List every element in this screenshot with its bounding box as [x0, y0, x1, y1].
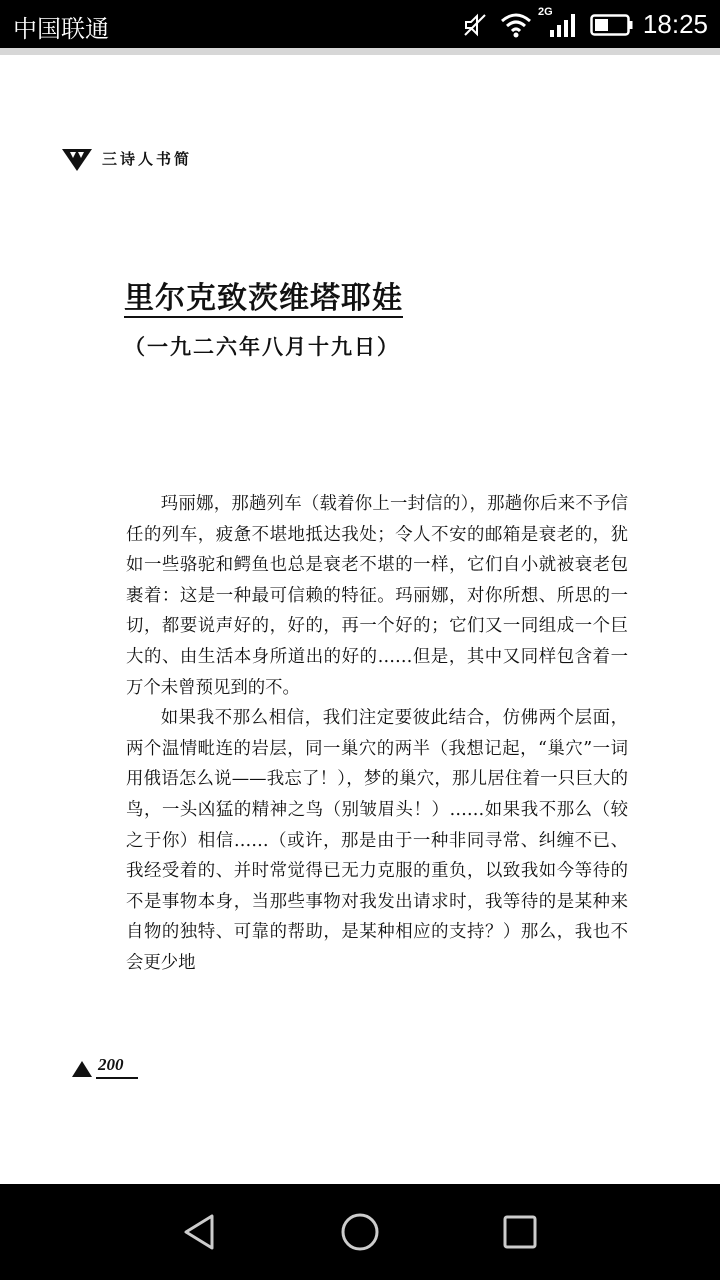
wifi-icon — [500, 12, 532, 38]
book-page[interactable] — [0, 48, 720, 1184]
page-marker-icon — [72, 1061, 92, 1077]
page-number: 200 — [96, 1055, 138, 1079]
running-head-text: 三诗人书简 — [102, 150, 193, 168]
navigation-bar — [0, 1184, 720, 1280]
carrier-name: 中国联通 — [13, 15, 109, 43]
network-type-label: 2G — [538, 6, 553, 18]
signal-icon — [548, 12, 578, 38]
clock: 18:25 — [642, 9, 708, 39]
home-icon[interactable] — [340, 1212, 380, 1252]
mute-icon — [462, 12, 488, 38]
paragraph: 如果我不那么相信，我们注定要彼此结合，仿佛两个层面，两个温情毗连的岩层，同一巢穴的两半（我想记起，“巢穴”一词用俄语怎么说——我忘了！），梦的巢穴，那儿居住着一只巨大的鸟，一头凶猛的精神之鸟（别皱眉头！）……如果我不那么（较之于你）相信……（或许，那是由于一种非同寻常、纠缠不已、我经受着的、并时常觉得已无力克服的重负，以致我如今等待的不是事物本身，当那些事物对我发出请求时，我等待的是某种来自物的独特、可靠的帮助，是某种相应的支持？）那么，我也不会更少地 — [126, 708, 628, 973]
status-bar — [0, 0, 720, 48]
letter-body — [126, 489, 628, 979]
publisher-logo-icon — [62, 149, 92, 171]
back-icon[interactable] — [180, 1212, 220, 1252]
battery-icon — [590, 14, 634, 36]
letter-title: 里尔克致茨维塔耶娃 — [124, 281, 403, 316]
letter-date: （一九二六年八月十九日） — [124, 335, 400, 359]
status-icons — [0, 0, 720, 48]
recents-icon[interactable] — [500, 1212, 540, 1252]
paragraph: 玛丽娜，那趟列车（载着你上一封信的），那趟你后来不予信任的列车，疲惫不堪地抵达我处；令人不安的邮箱是衰老的，犹如一些骆驼和鳄鱼也总是衰老不堪的一样，它们自小就被衰老包裹着：这是一种最可信赖的特征。玛丽娜，对你所想、所思的一切，都要说声好的，好的，再一个好的；它们又一同组成一个巨大的、由生活本身所道出的好的……但是，其中又同样包含着一万个未曾预见到的不。 — [126, 494, 628, 698]
